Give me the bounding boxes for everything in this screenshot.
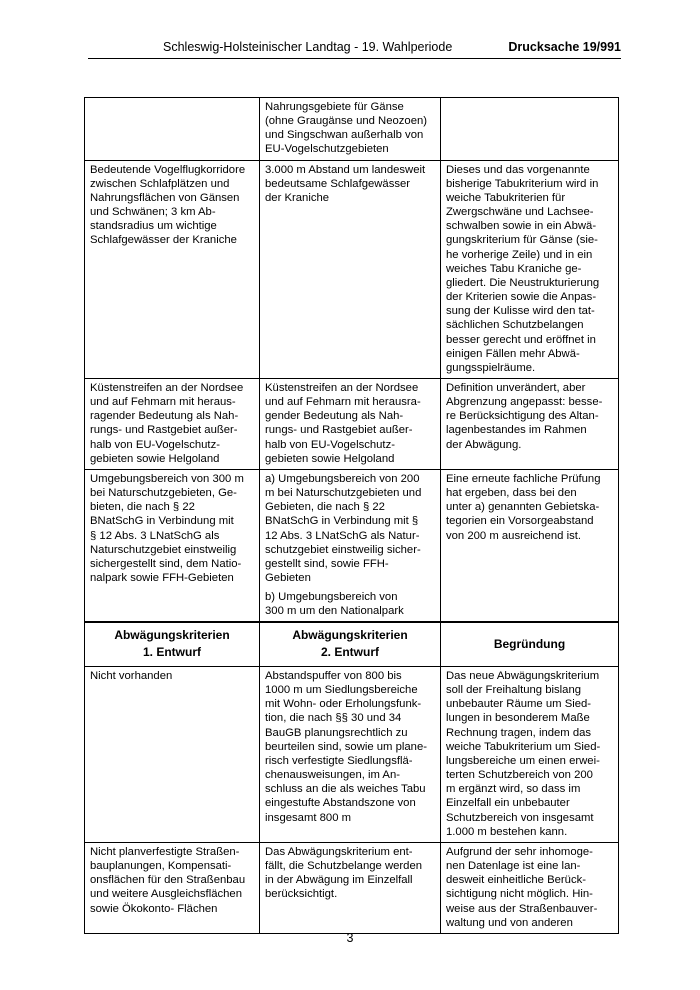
header-line: Abwägungskriterien: [292, 628, 408, 642]
text-line: gliedert. Die Neustrukturierung: [446, 276, 600, 289]
text-line: risch verfestigte Siedlungsflä-: [265, 754, 413, 767]
header-line: Abwägungskriterien: [114, 628, 230, 642]
text-line: waltung und von anderen: [446, 916, 573, 929]
text-line: beurteilen sind, sowie um plane-: [265, 740, 428, 753]
text-line: § 12 Abs. 3 LNatSchG als: [90, 529, 220, 542]
text-line: Nahrungsflächen von Gänsen: [90, 191, 240, 204]
table-row: [85, 667, 619, 843]
text-line: unter a) genannten Gebietska-: [446, 501, 600, 514]
table-cell: [260, 160, 441, 378]
table-cell: [441, 98, 619, 161]
text-line: gebieten sowie Helgoland: [90, 452, 220, 465]
text-line: Abstandspuffer von 800 bis: [265, 670, 402, 682]
table-cell: [85, 469, 260, 622]
text-line: Rechnung tragen, indem das: [446, 726, 592, 739]
text-line: schluss an die als weiches Tabu: [265, 783, 426, 796]
text-line: besser gerecht und eröffnet in: [446, 333, 596, 346]
text-line: 1000 m um Siedlungsbereiche: [265, 684, 418, 697]
text-line: sichtigung nicht möglich. Hin-: [446, 888, 593, 901]
sub-item-a: [265, 472, 436, 585]
text-line: Einzelfall ein unbebauter: [446, 797, 570, 810]
text-line: Dieses und das vorgenannte: [446, 163, 590, 176]
text-line: tegorien ein Vorsorgeabstand: [446, 515, 594, 528]
text-line: Nicht vorhanden: [90, 670, 173, 682]
text-line: gestellt sind, sowie FFH-: [265, 557, 389, 570]
text-line: fällt, die Schutzbelange werden: [265, 860, 423, 873]
text-line: soll der Freihaltung bislang: [446, 684, 582, 697]
text-line: terten Schutzbereich von 200: [446, 769, 593, 782]
text-line: Aufgrund der sehr inhomoge-: [446, 845, 593, 858]
text-line: und Singschwan außerhalb von: [265, 129, 424, 142]
text-line: BNatSchG in Verbindung mit: [90, 515, 234, 528]
text-line: der Kriterien sowie die Anpas-: [446, 291, 597, 304]
text-line: mit Wohn- oder Erholungsfunk-: [265, 698, 422, 711]
page-header: [88, 40, 621, 59]
header-line: 1. Entwurf: [142, 645, 201, 659]
column-header-draft2: [260, 623, 441, 667]
text-line: und auf Fehmarn mit heraus-: [90, 396, 236, 409]
text-line: Gebieten, die nach § 22: [265, 501, 385, 514]
text-line: sung der Kulisse wird den tat-: [446, 305, 595, 318]
text-line: 1.000 m bestehen kann.: [446, 825, 568, 838]
text-line: Schutzbereich von insgesamt: [446, 811, 594, 824]
text-line: schwalben sowie in ein Abwä-: [446, 220, 597, 233]
text-line: weiches Tabu Kraniche ge-: [446, 262, 582, 275]
text-line: weise aus der Straßenbauver-: [446, 902, 598, 915]
column-header-reason: Begründung: [441, 623, 619, 667]
text-line: Eine erneute fachliche Prüfung: [446, 472, 601, 485]
text-line: 300 m um den Nationalpark: [265, 605, 404, 618]
table-cell: [441, 469, 619, 622]
table-cell: [260, 98, 441, 161]
table-cell: [260, 378, 441, 469]
text-line: und auf Fehmarn mit herausra-: [265, 396, 421, 409]
text-line: Küstenstreifen an der Nordsee: [265, 381, 419, 394]
table-cell: [441, 842, 619, 933]
text-line: von 200 m ausreichend ist.: [446, 529, 582, 542]
table-cell: [85, 98, 260, 161]
text-line: m bei Naturschutzgebieten und: [265, 487, 422, 500]
text-line: der Kraniche: [265, 191, 330, 204]
text-line: Gebieten: [265, 572, 311, 584]
table-row: [85, 842, 619, 933]
text-line: re Berücksichtigung des Altan-: [446, 410, 599, 423]
text-line: und weitere Ausgleichsflächen: [90, 888, 242, 901]
text-line: BNatSchG in Verbindung mit §: [265, 515, 419, 528]
text-line: Das neue Abwägungskriterium: [446, 670, 600, 682]
table-header-row: [85, 623, 619, 667]
text-line: 3.000 m Abstand um landesweit: [265, 163, 426, 176]
document-number: Drucksache 19/991: [508, 40, 621, 54]
table-cell: [441, 160, 619, 378]
text-line: nalpark sowie FFH-Gebieten: [90, 572, 234, 584]
text-line: 12 Abs. 3 LNatSchG als Natur-: [265, 529, 420, 542]
text-line: bedeutsame Schlafgewässer: [265, 177, 411, 190]
text-line: (ohne Graugänse und Neozoen): [265, 115, 428, 128]
text-line: lagenbestandes im Rahmen: [446, 424, 587, 437]
table-cell: [441, 378, 619, 469]
text-line: der Abwägung.: [446, 438, 522, 451]
text-line: Schlafgewässer der Kraniche: [90, 234, 237, 247]
text-line: sowie Ökokonto- Flächen: [90, 902, 218, 915]
table-cell: [441, 667, 619, 843]
text-line: Naturschutzgebiet einstweilig: [90, 543, 237, 556]
table-cell: [85, 378, 260, 469]
table-cell: [85, 842, 260, 933]
text-line: halb von EU-Vogelschutz-: [265, 438, 395, 451]
text-line: Nahrungsgebiete für Gänse: [265, 101, 404, 113]
text-line: nen Datenlage ist eine lan-: [446, 860, 581, 873]
text-line: rungs- und Rastgebiet außer-: [90, 424, 238, 437]
table-cell: [260, 469, 441, 622]
table-row: [85, 378, 619, 469]
sub-item-b: [265, 590, 436, 618]
table-row: [85, 469, 619, 622]
text-line: und Schwänen; 3 km Ab-: [90, 206, 216, 219]
text-line: desweit einheitliche Berück-: [446, 874, 587, 887]
table-cell: [85, 160, 260, 378]
text-line: onsflächen für den Straßenbau: [90, 874, 246, 887]
text-line: in der Abwägung im Einzelfall: [265, 874, 413, 887]
header-line: 2. Entwurf: [320, 645, 379, 659]
text-line: bauplanungen, Kompensati-: [90, 860, 232, 873]
table-row: [85, 98, 619, 161]
text-line: sichergestellt sind, dem Natio-: [90, 557, 242, 570]
text-line: zwischen Schlafplätzen und: [90, 177, 230, 190]
text-line: EU-Vogelschutzgebieten: [265, 143, 389, 156]
text-line: sächlichen Schutzbelangen: [446, 319, 584, 332]
text-line: bieten, die nach § 22: [90, 501, 195, 514]
text-line: lungsbereiche um einen erwei-: [446, 754, 600, 767]
text-line: Zwergschwäne und Lachsee-: [446, 206, 594, 219]
text-line: insgesamt 800 m: [265, 811, 352, 824]
text-line: eingestufte Abstandszone von: [265, 797, 416, 810]
table-row: [85, 160, 619, 378]
text-line: rungs- und Rastgebiet außer-: [265, 424, 413, 437]
text-line: bei Naturschutzgebieten, Ge-: [90, 487, 237, 500]
text-line: gebieten sowie Helgoland: [265, 452, 395, 465]
text-line: unbebauter Räume um Sied-: [446, 698, 592, 711]
text-line: Nicht planverfestigte Straßen-: [90, 845, 240, 858]
text-line: berücksichtigt.: [265, 888, 338, 901]
text-line: chenausweisungen, im An-: [265, 769, 401, 782]
text-line: Küstenstreifen an der Nordsee: [90, 381, 244, 394]
text-line: ragender Bedeutung als Nah-: [90, 410, 239, 423]
criteria-table-continued: [84, 97, 619, 622]
text-line: tion, die nach §§ 30 und 34: [265, 712, 402, 725]
text-line: weiche Tabukriterien für: [446, 191, 566, 204]
text-line: gungsspielräume.: [446, 361, 536, 374]
text-line: schutzgebiet einstweilig sicher-: [265, 543, 421, 556]
text-line: Bedeutende Vogelflugkorridore: [90, 163, 246, 176]
weighing-criteria-table: [84, 622, 619, 934]
table-cell: [260, 667, 441, 843]
table-cell: [85, 667, 260, 843]
page-number: 3: [346, 931, 354, 945]
text-line: BauGB planungsrechtlich zu: [265, 726, 408, 739]
header-title: Schleswig-Holsteinischer Landtag - 19. Wahlperiode: [163, 40, 453, 54]
table-cell: [260, 842, 441, 933]
text-line: weiche Tabukriterium um Sied-: [446, 740, 601, 753]
text-line: einigen Fällen mehr Abwä-: [446, 347, 580, 360]
column-header-draft1: [85, 623, 260, 667]
text-line: lungen in besonderem Maße: [446, 712, 590, 725]
text-line: he vorherige Zeile) und in ein: [446, 248, 593, 261]
text-line: gender Bedeutung als Nah-: [265, 410, 404, 423]
text-line: Umgebungsbereich von 300 m: [90, 472, 244, 485]
text-line: hat ergeben, dass bei den: [446, 487, 577, 500]
text-line: Das Abwägungskriterium ent-: [265, 845, 413, 858]
text-line: Abgrenzung angepasst: besse-: [446, 396, 603, 409]
text-line: halb von EU-Vogelschutz-: [90, 438, 220, 451]
text-line: b) Umgebungsbereich von: [265, 591, 398, 604]
text-line: Definition unverändert, aber: [446, 381, 586, 394]
text-line: m ergänzt wird, so dass im: [446, 783, 581, 796]
text-line: standsradius um wichtige: [90, 220, 217, 233]
text-line: gungskriterium für Gänse (sie-: [446, 234, 598, 247]
text-line: bisherige Tabukriterium wird in: [446, 177, 599, 190]
text-line: a) Umgebungsbereich von 200: [265, 472, 420, 485]
